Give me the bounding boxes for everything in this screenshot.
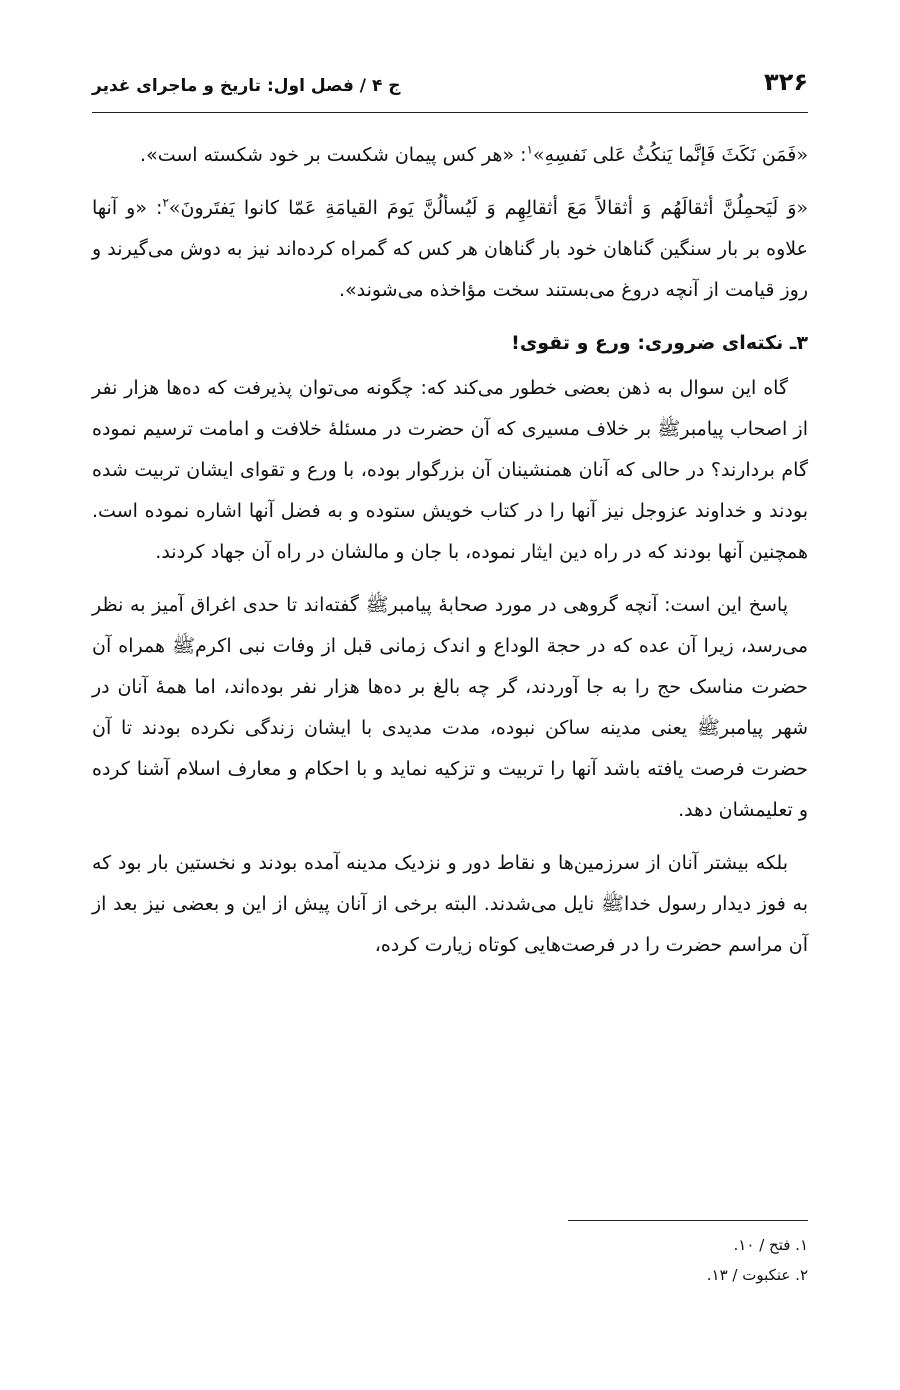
verse-translation: : «هر کس پیمان شکست بر خود شکسته است». (140, 144, 527, 166)
body-paragraph: گاه این سوال به ذهن بعضی خطور می‌کند که: چگونه می‌توان پذیرفت که ده‌ها هزار نفر از اصحاب پیامبرﷺ بر خلاف مسیری که آن حضرت در مسئلۀ خلافت و امامت ترسیم نموده گام بردارند؟ در حالی که آنان همنشینان آن بزرگوار بوده، با ورع و تقوای ایشان تربیت شده بودند و خداوند عزوجل نیز آنها را در کتاب خویش ستوده و به فضل آنها اشاره نموده است. همچنین آنها بودند که در راه دین ایثار نموده، با جان و مالشان در راه آن جهاد کردند. (92, 377, 808, 563)
footnote-ref[interactable]: ۱ (526, 142, 533, 157)
quran-verse: «فَمَن نَکَثَ فَإنَّما یَنکُثُ عَلی نَفسِهِ» (532, 144, 808, 166)
verse-translation: : «و آنها علاوه بر بار سنگین گناهان خود بار گناهان هر کس که گمراه کرده‌اند نیز به دوش می‌گیرند و روز قیامت از آنچه دروغ می‌بستند سخت مؤاخذه می‌شوند». (92, 197, 808, 301)
footnotes (707, 1230, 808, 1290)
footnote-ref[interactable]: ۲ (162, 195, 169, 210)
footnote-item: ۱. فتح / ۱۰. (733, 1236, 808, 1254)
section-heading: ۳ـ نکته‌ای ضروری: ورع و تقوی! (511, 332, 808, 354)
body-paragraph: پاسخ این است: آنچه گروهی در مورد صحابۀ پیامبرﷺ گفته‌اند تا حدی اغراق آمیز به نظر می‌رسد، زیرا آن عده که در حجة الوداع و اندک زمانی قبل از وفات نبی اکرمﷺ همراه آن حضرت مناسک حج را به جا آوردند، گر چه بالغ بر ده‌ها هزار نفر بوده‌اند، اما همۀ آنان در شهر پیامبرﷺ یعنی مدینه ساکن نبوده، مدت مدیدی با ایشان زندگی نکرده بودند تا آن حضرت فرصت یافته باشد آنها را تربیت و تزکیه نماید و با احکام و معارف اسلام آشنا کرده و تعلیمشان دهد. (92, 594, 808, 821)
running-header (92, 60, 808, 113)
page-number: ۳۲۶ (764, 68, 808, 96)
chapter-title: ج ۴ / فصل اول: تاریخ و ماجرای غدیر (92, 76, 401, 96)
footnote-item: ۲. عنکبوت / ۱۳. (706, 1266, 808, 1284)
page-body (92, 135, 808, 966)
footnote-divider (568, 1220, 808, 1221)
book-page (92, 60, 808, 1360)
body-paragraph: بلکه بیشتر آنان از سرزمین‌ها و نقاط دور و نزدیک مدینه آمده بودند و نخستین بار بود که به فوز دیدار رسول خداﷺ نایل می‌شدند. البته برخی از آنان پیش از این و بعضی نیز بعد از آن مراسم حضرت را در فرصت‌هایی کوتاه زیارت کرده، (92, 852, 808, 956)
paragraph-verse-2 (92, 188, 808, 311)
quran-verse: «وَ لَیَحمِلُنَّ أثقالَهُم وَ أثقالاً مَعَ أثقالِهِم وَ لَیُسألُنَّ یَومَ القیامَةِ عَمّا کانوا یَفتَرونَ» (168, 197, 808, 219)
paragraph-verse-1 (92, 135, 808, 176)
